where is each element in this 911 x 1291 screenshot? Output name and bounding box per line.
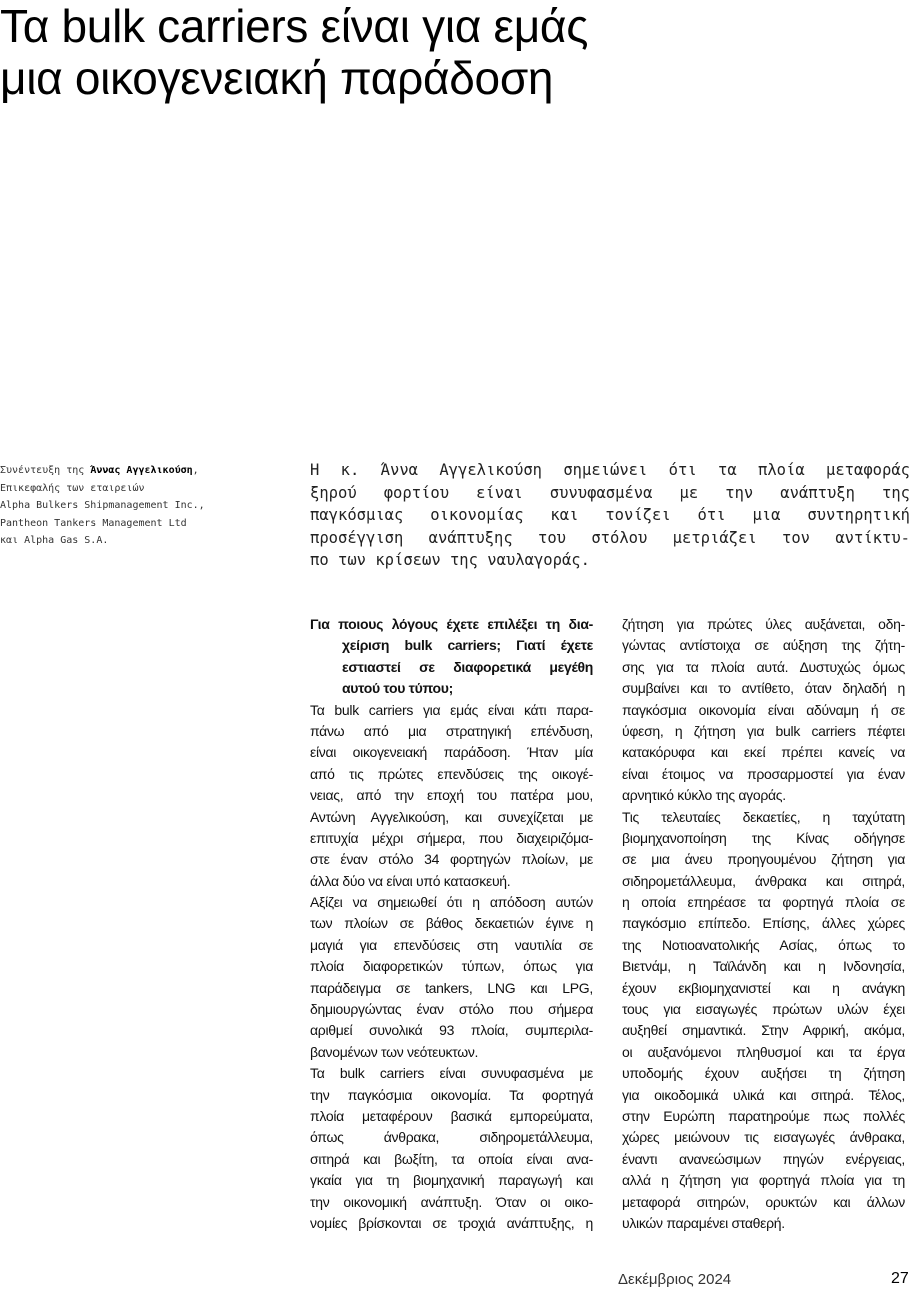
text-line: οι αυξανόμενοι πληθυσμοί και τα έργα	[622, 1043, 905, 1060]
text-line: την παγκόσμια οικονομία. Τα φορτηγά	[310, 1086, 593, 1103]
credit-line-5: και Alpha Gas S.A.	[0, 535, 109, 546]
page-number: 27	[891, 1270, 909, 1287]
text-line: σε μια άνευ προηγουμένου ζήτηση για	[622, 851, 905, 868]
text-line: είναι έτοιμος να προσαρμοστεί για έναν	[622, 765, 905, 782]
article-column-left	[310, 614, 593, 1234]
text-line: χώρες μειώνουν τις εισαγωγές άνθρακα,	[622, 1129, 905, 1146]
credit-line-2: Επικεφαλής των εταιρειών	[0, 482, 145, 494]
lead-line: προσέγγιση ανάπτυξης του στόλου μετριάζει τον αντίκτυ-	[310, 528, 910, 547]
text-line: κατακόρυφα και εκεί πρέπει κανείς να	[622, 744, 905, 761]
text-line: παγκόσμιο επίπεδο. Επίσης, άλλες χώρες	[622, 915, 905, 932]
lead-line: ξηρού φορτίου είναι συνυφασμένα με την ανάπτυξη της	[310, 483, 910, 502]
text-line: σιδηρομετάλλευμα, άνθρακα και σιτηρά,	[622, 872, 905, 889]
text-line: στην Ευρώπη παρατηρούμε πως πολλές	[622, 1107, 905, 1124]
credit-line-4: Pantheon Tankers Management Ltd	[0, 517, 187, 529]
answer-body-left	[310, 700, 593, 1235]
text-line: βανομένων των νεότευκτων.	[310, 1043, 479, 1060]
text-line: Τις τελευταίες δεκαετίες, η ταχύτατη	[622, 808, 905, 825]
interviewee-name: Άννας Αγγελικούση	[90, 465, 193, 476]
text-line: όπως άνθρακα, σιδηρομετάλλευμα,	[310, 1129, 593, 1146]
text-line: αυξηθεί σημαντικά. Στην Αφρική, ακόμα,	[622, 1022, 905, 1039]
text-line: στε έναν στόλο 34 φορτηγών πλοίων, με	[310, 851, 593, 868]
text-line: σιτηρά και βωξίτη, τα οποία είναι ανα-	[310, 1150, 593, 1167]
text-line: σης για τα πλοία αυτά. Δυστυχώς όμως	[622, 658, 905, 675]
text-line: πάνω από μια στρατηγική επένδυση,	[310, 722, 593, 739]
text-line: για οικοδομικά υλικά και σιτηρά. Τέλος,	[622, 1086, 905, 1103]
text-line: Αξίζει να σημειωθεί ότι η απόδοση αυτών	[310, 894, 593, 911]
credit-suffix: ,	[192, 465, 199, 476]
credit-line-1	[0, 462, 250, 480]
text-line: της Νοτιοανατολικής Ασίας, όπως το	[622, 936, 905, 953]
text-line: υλικών παραμένει σταθερή.	[622, 1214, 785, 1231]
text-line: την οικονομική ανάπτυξη. Όταν οι οικο-	[310, 1193, 593, 1210]
credit-prefix: Συνέντευξη της	[0, 465, 91, 476]
lead-line: παγκόσμιας οικονομίας και τονίζει ότι μια συντηρητική	[310, 506, 910, 524]
text-line: Βιετνάμ, η Ταϊλάνδη και η Ινδονησία,	[622, 958, 905, 975]
text-line: από τις πρώτες επενδύσεις της οικογέ-	[310, 765, 593, 782]
text-line: αλλά η ζήτηση για φορτηγά πλοία για τη	[622, 1172, 905, 1189]
text-line: δημιουργώντας έναν στόλο που σήμερα	[310, 1001, 593, 1018]
text-line: Τα bulk carriers είναι συνυφασμένα με	[310, 1065, 593, 1082]
lead-paragraph	[310, 459, 910, 572]
text-line: μαγιά για επενδύσεις στη ναυτιλία σε	[310, 936, 593, 953]
text-line: παγκόσμια οικονομία είναι αδύναμη ή σε	[622, 701, 905, 718]
text-line: πλοία μεταφέρουν βασικά εμπορεύματα,	[310, 1107, 593, 1124]
article-title	[0, 0, 905, 104]
text-line: ζήτηση για πρώτες ύλες αυξάνεται, οδη-	[622, 616, 905, 632]
text-line: γκαία για τη βιομηχανική παραγωγή και	[310, 1172, 593, 1189]
text-line: γώντας αντίστοιχα σε αύξηση της ζήτη-	[622, 637, 905, 654]
question-line: χείριση bulk carriers; Γιατί έχετε	[342, 637, 593, 654]
text-line: έναντι ανανεώσιμων πηγών ενέργειας,	[622, 1150, 905, 1167]
text-line: Τα bulk carriers για εμάς είναι κάτι παρα-	[310, 701, 593, 718]
issue-date: Δεκέμβριος 2024	[618, 1271, 732, 1288]
text-line: είναι οικογενειακή παράδοση. Ήταν μία	[310, 744, 593, 761]
text-line: επιτυχία μέχρι σήμερα, που διαχειριζόμα-	[310, 829, 593, 846]
text-line: Αντώνη Αγγελικούση, και συνεχίζεται με	[310, 808, 593, 825]
answer-body-right	[622, 614, 905, 1234]
text-line: ύφεση, η ζήτηση για bulk carriers πέφτει	[622, 722, 905, 739]
question-line: αυτού του τύπου;	[342, 680, 453, 697]
interview-question	[310, 614, 593, 700]
lead-line: πο των κρίσεων της ναυλαγοράς.	[310, 551, 590, 569]
text-line: η οποία επηρέασε τα φορτηγά πλοία σε	[622, 894, 905, 911]
article-column-right	[622, 614, 905, 1234]
text-line: των πλοίων σε βάθος δεκαετιών έγινε η	[310, 915, 593, 932]
text-line: τους για εισαγωγές πρώτων υλών έχει	[622, 1001, 905, 1018]
question-line: Για ποιους λόγους έχετε επιλέξει τη δια-	[310, 616, 593, 632]
lead-line: Η κ. Άννα Αγγελικούση σημειώνει ότι τα πλοία μεταφοράς	[310, 461, 910, 479]
question-line: εστιαστεί σε διαφορετικά μεγέθη	[342, 658, 593, 675]
text-line: άλλα δύο να είναι υπό κατασκευή.	[310, 872, 511, 889]
text-line: υποδομής έχουν αυξήσει τη ζήτηση	[622, 1065, 905, 1082]
text-line: νειας, από την εποχή του πατέρα μου,	[310, 787, 593, 804]
text-line: συμβαίνει και το αντίθετο, όταν δηλαδή η	[622, 680, 905, 697]
text-line: βιομηχανοποίηση της Κίνας οδήγησε	[622, 829, 905, 846]
text-line: νομίες βρίσκονται σε τροχιά ανάπτυξης, η	[310, 1214, 593, 1231]
text-line: μεταφορά σιτηρών, ορυκτών και άλλων	[622, 1193, 905, 1210]
text-line: αρνητικό κύκλο της αγοράς.	[622, 787, 786, 804]
text-line: πλοία διαφορετικών τύπων, όπως για	[310, 958, 593, 975]
text-line: αριθμεί συνολικά 93 πλοία, συμπεριλα-	[310, 1022, 593, 1039]
text-line: παράδειγμα σε tankers, LNG και LPG,	[310, 979, 593, 996]
title-line-2: μια οικογενειακή παράδοση	[0, 52, 554, 104]
interview-credit	[0, 462, 250, 550]
title-line-1: Τα bulk carriers είναι για εμάς	[0, 0, 589, 52]
credit-line-3: Alpha Bulkers Shipmanagement Inc.,	[0, 500, 205, 511]
text-line: έχουν εκβιομηχανιστεί και η ανάγκη	[622, 979, 905, 996]
